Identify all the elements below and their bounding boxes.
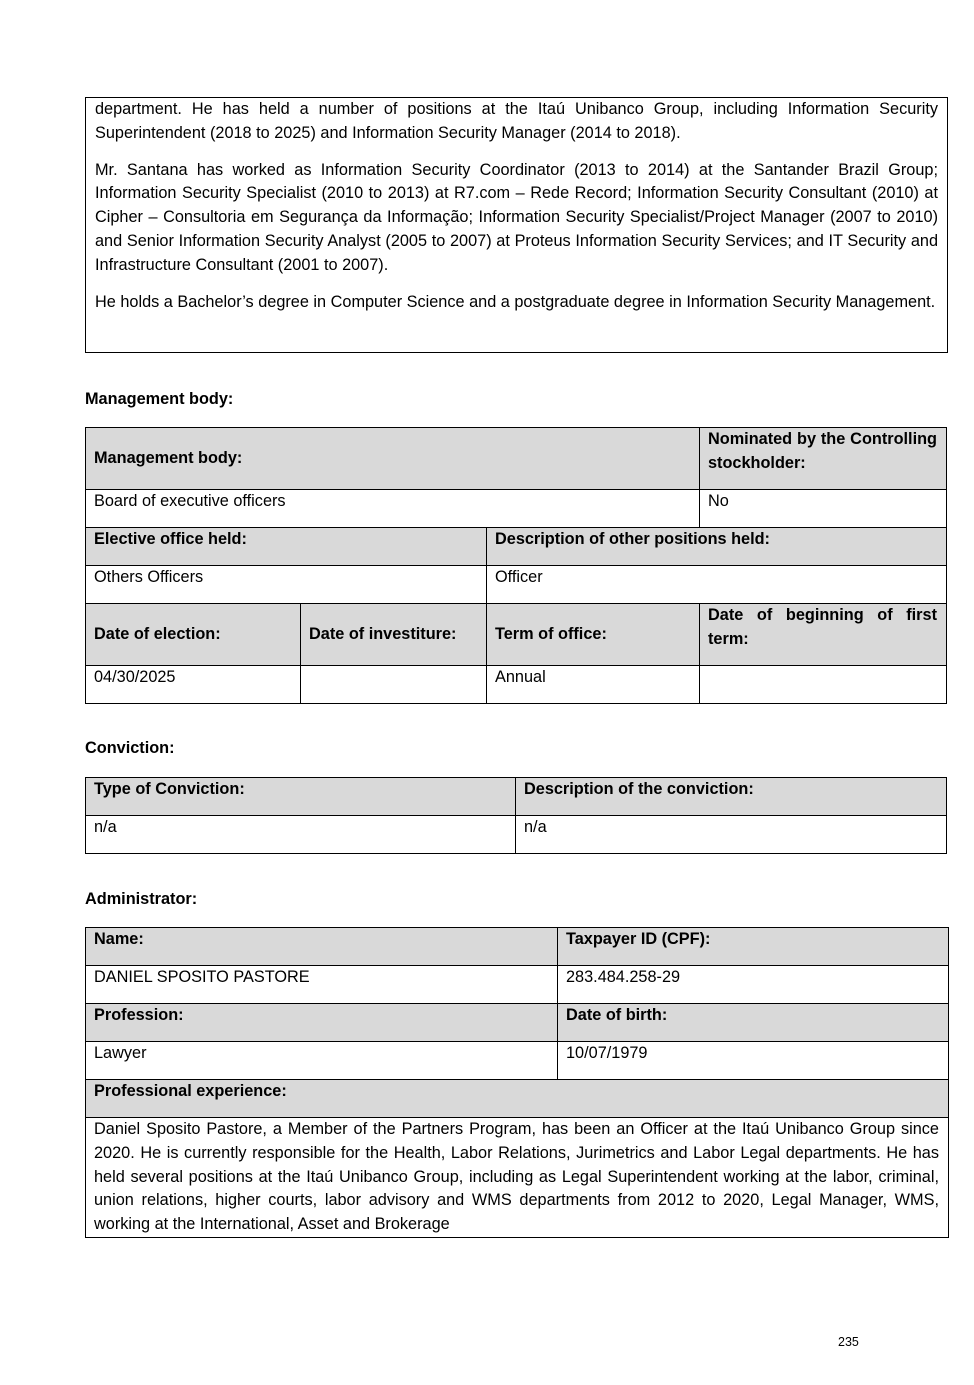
conviction-description-label: Description of the conviction: xyxy=(516,778,947,816)
nominated-label: Nominated by the Controlling stockholder: xyxy=(700,428,947,490)
table-row xyxy=(86,778,947,816)
previous-experience-box xyxy=(85,97,948,353)
date-election-value: 04/30/2025 xyxy=(86,666,301,704)
profession-value: Lawyer xyxy=(86,1042,558,1080)
table-row xyxy=(86,1004,949,1042)
name-value: DANIEL SPOSITO PASTORE xyxy=(86,966,558,1004)
conviction-section-title: Conviction: xyxy=(85,739,175,757)
table-row xyxy=(86,428,947,490)
experience-paragraph-3: He holds a Bachelor’s degree in Computer Science and a postgraduate degree in Information Security Management. xyxy=(95,292,936,311)
table-row xyxy=(86,928,949,966)
elective-office-value: Others Officers xyxy=(86,566,487,604)
nominated-value: No xyxy=(700,490,947,528)
experience-paragraph-2: Mr. Santana has worked as Information Security Coordinator (2013 to 2014) at the Santander Brazil Group; Information Security Specialist (2010 to 2013) at R7.com – Rede Record; Information Security Consultant (2010) at Cipher – Consultoria em Segurança da Informação; Information Security Specialist/Project Manager (2007 to 2010) and Senior Information Security Analyst (2005 to 2007) at Proteus Information Security Services; and IT Security and Infrastructure Consultant (2001 to 2007). xyxy=(95,160,938,274)
date-investiture-label: Date of investiture: xyxy=(301,604,487,666)
experience-label: Professional experience: xyxy=(86,1080,949,1118)
conviction-type-label: Type of Conviction: xyxy=(86,778,516,816)
table-row xyxy=(86,816,947,854)
management-body-label: Management body: xyxy=(86,428,700,490)
administrator-section-title: Administrator: xyxy=(85,890,198,908)
table-row xyxy=(86,566,947,604)
term-value: Annual xyxy=(487,666,700,704)
table-row xyxy=(86,528,947,566)
conviction-type-value: n/a xyxy=(86,816,516,854)
cpf-value: 283.484.258-29 xyxy=(558,966,949,1004)
table-row xyxy=(86,1042,949,1080)
table-row xyxy=(86,666,947,704)
management-section-title: Management body: xyxy=(85,390,234,408)
page-number: 235 xyxy=(838,1335,859,1349)
birth-label: Date of birth: xyxy=(558,1004,949,1042)
term-label: Term of office: xyxy=(487,604,700,666)
management-body-value: Board of executive officers xyxy=(86,490,700,528)
name-label: Name: xyxy=(86,928,558,966)
date-investiture-value xyxy=(301,666,487,704)
experience-text: Daniel Sposito Pastore, a Member of the Partners Program, has been an Officer at the Itaú Unibanco Group since 2020. He is currently responsible for the Health, Labor Relations, Jurimetrics and Labor Legal departments. He has held several positions at the Itaú Unibanco Group, including as Legal Superintendent working at the labor, criminal, union relations, higher courts, labor advisory and WMS departments from 2012 to 2020, Legal Manager, WMS, working at the International, Asset and Brokerage xyxy=(86,1118,949,1238)
experience-paragraph-1: department. He has held a number of positions at the Itaú Unibanco Group, including Information Security Superintendent (2018 to 2025) and Information Security Manager (2014 to 2018). xyxy=(95,100,938,142)
table-row xyxy=(86,1118,949,1238)
birth-value: 10/07/1979 xyxy=(558,1042,949,1080)
other-positions-label: Description of other positions held: xyxy=(487,528,947,566)
table-row xyxy=(86,1080,949,1118)
first-term-value xyxy=(700,666,947,704)
first-term-label: Date of beginning of first term: xyxy=(700,604,947,666)
conviction-table xyxy=(85,777,947,854)
table-row xyxy=(86,490,947,528)
administrator-table xyxy=(85,927,949,1238)
date-election-label: Date of election: xyxy=(86,604,301,666)
conviction-description-value: n/a xyxy=(516,816,947,854)
cpf-label: Taxpayer ID (CPF): xyxy=(558,928,949,966)
profession-label: Profession: xyxy=(86,1004,558,1042)
table-row xyxy=(86,604,947,666)
management-body-table xyxy=(85,427,947,704)
other-positions-value: Officer xyxy=(487,566,947,604)
table-row xyxy=(86,966,949,1004)
elective-office-label: Elective office held: xyxy=(86,528,487,566)
